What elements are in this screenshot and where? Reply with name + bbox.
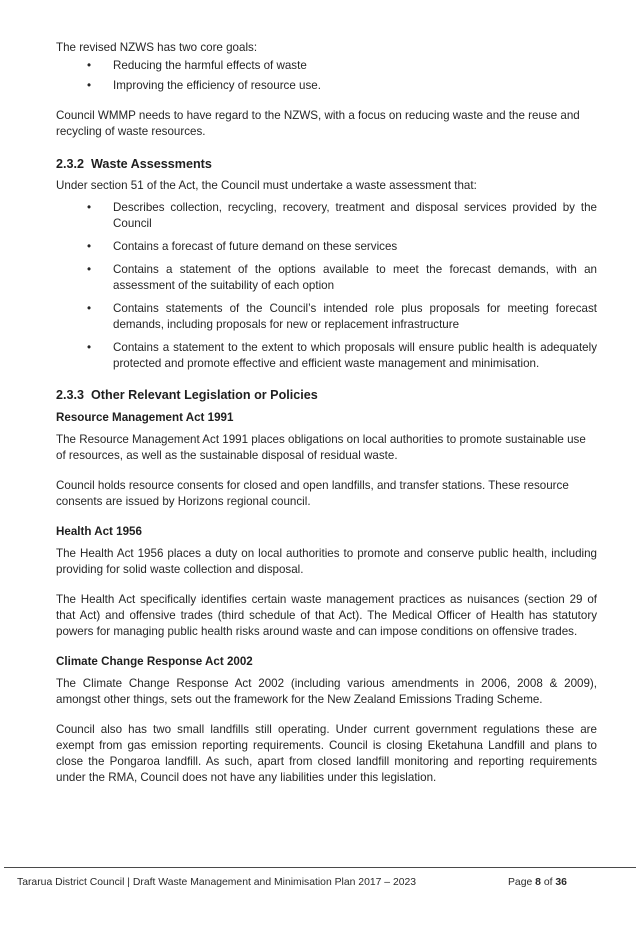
section-number: 2.3.3	[56, 388, 85, 402]
total-pages: 36	[555, 877, 567, 888]
bullet-icon: •	[87, 201, 92, 214]
footer-divider	[4, 867, 636, 868]
section-title: Other Relevant Legislation or Policies	[91, 388, 318, 402]
bullet-icon: •	[87, 302, 92, 315]
bullet-icon: •	[87, 59, 92, 72]
footer-document-title: Tararua District Council | Draft Waste Management and Minimisation Plan 2017 – 2023	[17, 877, 417, 888]
section-heading-2-3-2	[56, 155, 597, 173]
goals-lead: The revised NZWS has two core goals:	[56, 41, 258, 54]
assessment-item: • Describes collection, recycling, recovery, treatment and disposal services provided by the Council	[87, 201, 597, 230]
current-page: 8	[535, 877, 541, 888]
goal-item: • Reducing the harmful effects of waste	[87, 59, 307, 72]
bullet-icon: •	[87, 240, 92, 253]
rma-heading: Resource Management Act 1991	[56, 411, 234, 424]
health-act-heading: Health Act 1956	[56, 525, 142, 538]
assessment-item: • Contains statements of the Council’s intended role plus proposals for meeting forecast demands, including proposals for new or replacement infrastructure	[87, 302, 597, 331]
footer-page-number	[508, 876, 567, 890]
section-heading-2-3-3	[56, 386, 597, 404]
bullet-icon: •	[87, 341, 92, 354]
rma-paragraph-1: The Resource Management Act 1991 places obligations on local authorities to promote sustainable use of resources, as well as the sustainable disposal of residual waste.	[56, 433, 586, 462]
section-number: 2.3.2	[56, 157, 85, 171]
health-paragraph-2: The Health Act specifically identifies certain waste management practices as nuisances (section 29 of that Act) and offensive trades (third schedule of that Act). The Medical Officer of Health has statutory powers for managing public health risks around waste and can impose conditions on offensive trades.	[56, 593, 597, 638]
health-paragraph-1: The Health Act 1956 places a duty on local authorities to promote and conserve public health, including providing for solid waste collection and disposal.	[56, 547, 597, 576]
waste-assessment-lead: Under section 51 of the Act, the Council must undertake a waste assessment that:	[56, 179, 477, 192]
page-label: Page	[508, 877, 533, 888]
climate-act-heading: Climate Change Response Act 2002	[56, 655, 253, 668]
bullet-icon: •	[87, 79, 92, 92]
climate-paragraph-1: The Climate Change Response Act 2002 (including various amendments in 2006, 2008 & 2009), amongst other things, sets out the framework for the New Zealand Emissions Trading Scheme.	[56, 677, 597, 706]
goal-item: • Improving the efficiency of resource use.	[87, 79, 321, 92]
goals-list	[56, 58, 597, 94]
bullet-icon: •	[87, 263, 92, 276]
rma-paragraph-2: Council holds resource consents for closed and open landfills, and transfer stations. These resource consents are issued by Horizons regional council.	[56, 479, 569, 508]
assessment-item: • Contains a statement to the extent to which proposals will ensure public health is adequately protected and promote effective and efficient waste management and minimisation.	[87, 341, 597, 370]
climate-paragraph-2: Council also has two small landfills still operating. Under current government regulations these are exempt from gas emission reporting requirements. Council is closing Eketahuna Landfill and plans to close the Pongaroa landfill. As such, apart from closed landfill monitoring and reporting requirements under the RMA, Council does not have any liabilities under this legislation.	[56, 723, 597, 784]
waste-assessment-list	[56, 200, 597, 372]
section-title: Waste Assessments	[91, 157, 212, 171]
assessment-item: • Contains a forecast of future demand on these services	[87, 240, 398, 253]
assessment-item: • Contains a statement of the options available to meet the forecast demands, with an assessment of the suitability of each option	[87, 263, 597, 292]
nzws-regard-paragraph: Council WMMP needs to have regard to the NZWS, with a focus on reducing waste and the reuse and recycling of waste resources.	[56, 109, 580, 138]
of-label: of	[543, 877, 553, 888]
page-content	[56, 40, 597, 786]
